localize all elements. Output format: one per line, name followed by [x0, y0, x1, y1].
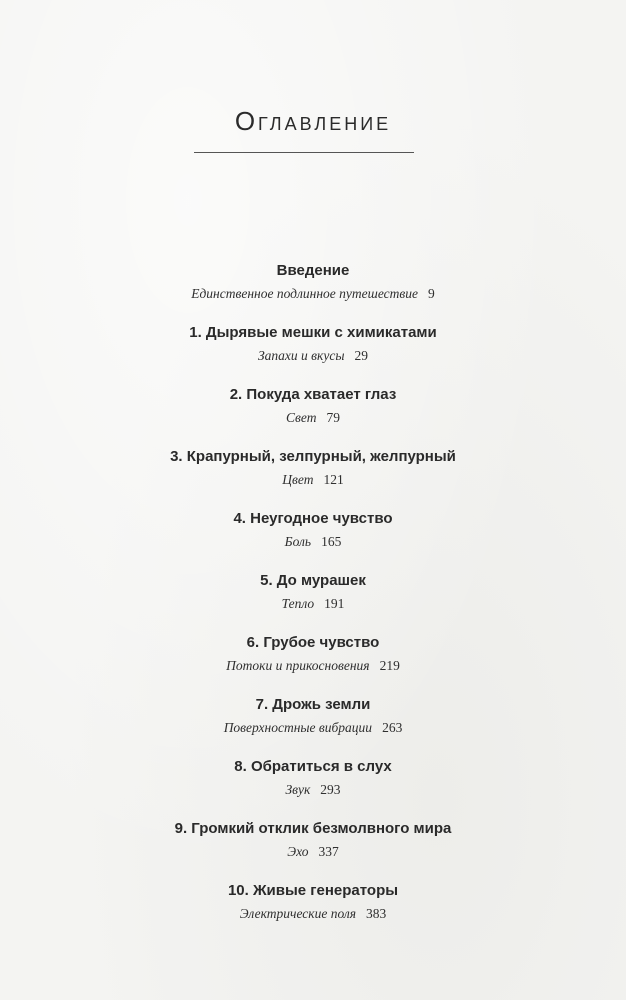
entry-page-number: 191	[324, 596, 345, 611]
entry-subtitle: Потоки и прикосновения	[226, 658, 370, 673]
toc-entry-chapter-9[interactable]	[0, 819, 626, 861]
heading-divider	[194, 152, 414, 153]
entry-subtitle-line	[0, 905, 626, 923]
entry-title: 4. Неугодное чувство	[233, 510, 393, 527]
toc-entry-chapter-3[interactable]	[0, 447, 626, 489]
entry-subtitle: Электрические поля	[239, 906, 357, 921]
entry-title: 1. Дырявые мешки с химикатами	[189, 324, 437, 341]
entry-subtitle-line	[0, 843, 626, 861]
entry-subtitle: Тепло	[281, 596, 315, 611]
entry-page-number: 337	[318, 844, 339, 859]
entry-title: 5. До мурашек	[260, 572, 366, 589]
toc-entry-chapter-6[interactable]	[0, 633, 626, 675]
entry-subtitle-line	[0, 347, 626, 365]
entry-subtitle: Цвет	[282, 472, 314, 487]
toc-entry-chapter-4[interactable]	[0, 509, 626, 551]
entry-subtitle: Запахи и вкусы	[258, 348, 345, 363]
entry-subtitle-line	[0, 285, 626, 303]
entry-title: 6. Грубое чувство	[246, 634, 380, 651]
entry-title: 8. Обратиться в слух	[234, 758, 392, 775]
toc-entry-chapter-10[interactable]	[0, 881, 626, 923]
toc-entry-chapter-8[interactable]	[0, 757, 626, 799]
toc-entry-chapter-5[interactable]	[0, 571, 626, 613]
entry-page-number: 383	[366, 906, 387, 921]
entry-title: 7. Дрожь земли	[255, 696, 371, 713]
entry-title: 3. Крапурный, зелпурный, желпурный	[170, 448, 456, 465]
toc-entry-intro[interactable]	[0, 261, 626, 303]
entry-page-number: 219	[379, 658, 400, 673]
toc-entry-chapter-2[interactable]	[0, 385, 626, 427]
entry-title: 2. Покуда хватает глаз	[229, 386, 397, 403]
entry-subtitle: Эхо	[287, 844, 309, 859]
entry-page-number: 9	[428, 286, 435, 301]
toc-entry-chapter-1[interactable]	[0, 323, 626, 365]
entry-title: Введение	[276, 262, 350, 279]
entry-subtitle-line	[0, 719, 626, 737]
toc-heading: Оглавление	[234, 106, 392, 136]
entry-page-number: 165	[321, 534, 342, 549]
entry-page-number: 29	[354, 348, 368, 363]
entry-title: 10. Живые генераторы	[227, 882, 399, 899]
entry-subtitle: Единственное подлинное путешествие	[191, 286, 418, 301]
entry-page-number: 293	[320, 782, 341, 797]
entry-subtitle: Свет	[286, 410, 317, 425]
entry-subtitle: Поверхностные вибрации	[223, 720, 373, 735]
entry-subtitle-line	[0, 657, 626, 675]
entry-page-number: 121	[323, 472, 344, 487]
entry-subtitle-line	[0, 781, 626, 799]
entry-page-number: 79	[326, 410, 340, 425]
entry-subtitle-line	[0, 409, 626, 427]
toc-entry-chapter-7[interactable]	[0, 695, 626, 737]
entry-subtitle-line	[0, 533, 626, 551]
entry-page-number: 263	[382, 720, 403, 735]
entry-subtitle: Боль	[284, 534, 312, 549]
entry-title: 9. Громкий отклик безмолвного мира	[174, 820, 452, 837]
entry-subtitle-line	[0, 471, 626, 489]
entry-subtitle: Звук	[285, 782, 311, 797]
entry-subtitle-line	[0, 595, 626, 613]
